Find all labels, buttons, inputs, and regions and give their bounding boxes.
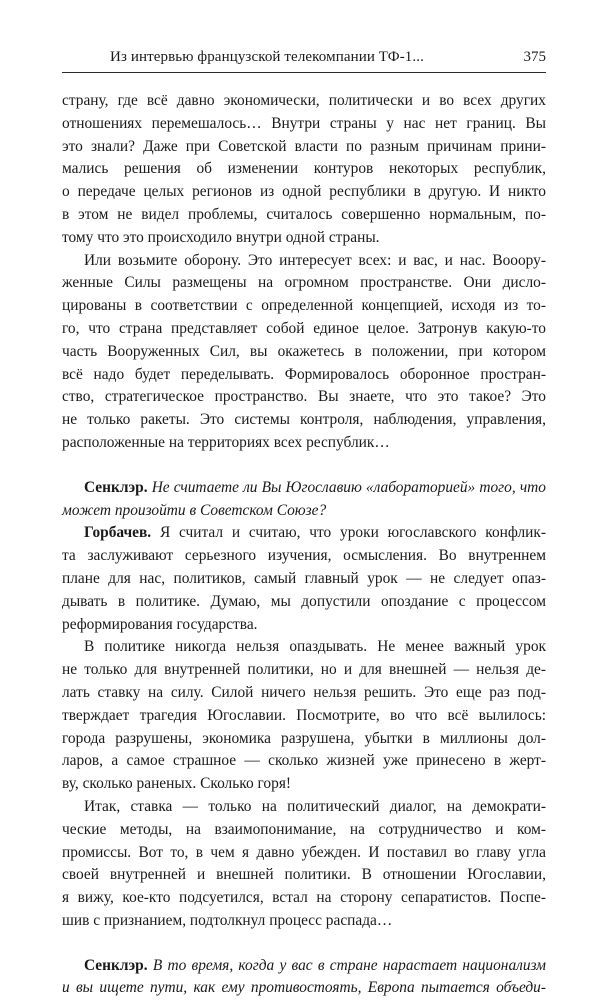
text-line: Итак, ставка — только на политический диалог, на демократи- — [84, 797, 546, 815]
text-line: плане для нас, политиков, самый главный урок — не следует опаз- — [62, 569, 546, 587]
text-line: расположенные на территориях всех республик… — [62, 433, 390, 451]
text-line: ческие методы, на взаимопонимание, на сотрудничество и ком- — [62, 820, 546, 838]
page-number: 375 — [523, 49, 546, 65]
text-line: промиссы. Вот то, в чем я давно убежден. И поставил во главу угла — [62, 843, 546, 861]
text-line: всё надо будет переделывать. Формировалось оборонное простран- — [62, 365, 546, 383]
running-header — [62, 48, 546, 73]
text-line: Или возьмите оборону. Это интересует всех: и вас, и нас. Вооору- — [84, 251, 546, 269]
text-line: о передаче целых регионов из одной республики в другую. И никто — [62, 183, 546, 201]
running-title: Из интервью французской телекомпании ТФ-1... — [110, 49, 424, 65]
paragraph — [62, 636, 546, 796]
text-line — [62, 522, 546, 545]
speaker-name: Сенклэр. — [84, 478, 148, 496]
page-body — [62, 90, 546, 1000]
text-line: дывать в политике. Думаю, мы допустили опоздание с процессом — [62, 592, 546, 610]
text-line: цированы в соответствии с определенной концепцией, исходя из то- — [62, 297, 546, 315]
speaker-name: Горбачев. — [84, 524, 152, 542]
text-line: шив с признанием, подтолкнул процесс распада… — [62, 911, 393, 929]
text-line: та заслуживают серьезного изучения, осмысления. Во внутреннем — [62, 547, 546, 565]
question-text: В то время, когда у вас в стране нарастает национализм — [152, 956, 546, 974]
text-line: может произойти в Советском Союзе? — [62, 501, 327, 519]
text-line: женные Силы размещены на огромном пространстве. Они дисло- — [62, 274, 546, 292]
text-line: я вижу, кое-кто подсуетился, встал на сторону сепаратистов. Поспе- — [62, 889, 546, 907]
text-line: и вы ищете пути, как ему противостоять, Европа пытается объеди- — [62, 979, 546, 997]
answer-paragraph — [62, 522, 546, 636]
speaker-name: Сенклэр. — [84, 956, 148, 974]
text-line: ву, сколько раненых. Сколько горя! — [62, 775, 292, 793]
paragraph — [62, 796, 546, 933]
text-line: тверждает трагедия Югославии. Посмотрите, во что всё вылилось: — [62, 706, 546, 724]
question-paragraph — [62, 477, 546, 523]
text-line: тому что это происходило внутри одной страны. — [62, 228, 380, 246]
text-line: города разрушены, экономика разрушена, убытки в миллионы дол- — [62, 729, 546, 747]
text-line: своей внутренней и внешней политики. В отношении Югославии, — [62, 866, 546, 884]
paragraph — [62, 90, 546, 250]
text-line: отношениях перемешалось… Внутри страны у нас нет границ. Вы — [62, 114, 546, 132]
text-line: ларов, а самое страшное — сколько жизней уже принесено в жерт- — [62, 752, 546, 770]
text-line: не только ракеты. Это системы контроля, наблюдения, управления, — [62, 411, 546, 429]
text-line: лать ставку на силу. Силой ничего нельзя решить. Это еще раз под- — [62, 683, 546, 701]
question-text: Не считаете ли Вы Югославию «лабораторией» того, что — [151, 478, 546, 496]
text-line: не только для внутренней политики, но и для внешней — нельзя де- — [62, 661, 546, 679]
paragraph — [62, 250, 546, 455]
text-line — [62, 477, 546, 500]
text-line: В политике никогда нельзя опаздывать. Не менее важный урок — [84, 638, 546, 656]
text-line: это знали? Даже при Советской власти по разным причинам прини- — [62, 137, 546, 155]
text-line: го, что страна представляет собой единое целое. Затронув какую-то — [62, 319, 546, 337]
question-paragraph — [62, 955, 546, 1000]
text-line: в этом не видел проблемы, считалось совершенно нормальным, по- — [62, 205, 546, 223]
text-line: страну, где всё давно экономически, политически и во всех других — [62, 92, 546, 109]
text-line — [62, 955, 546, 978]
text-line: мались решения об изменении контуров некоторых республик, — [62, 160, 546, 178]
text-line: реформирования государства. — [62, 615, 258, 633]
text-line: часть Вооруженных Сил, вы окажетесь в положении, при котором — [62, 342, 546, 360]
text-line: ство, стратегическое пространство. Вы знаете, что это такое? Это — [62, 388, 546, 406]
answer-text: Я считал и считаю, что уроки югославского конфлик- — [159, 524, 546, 542]
